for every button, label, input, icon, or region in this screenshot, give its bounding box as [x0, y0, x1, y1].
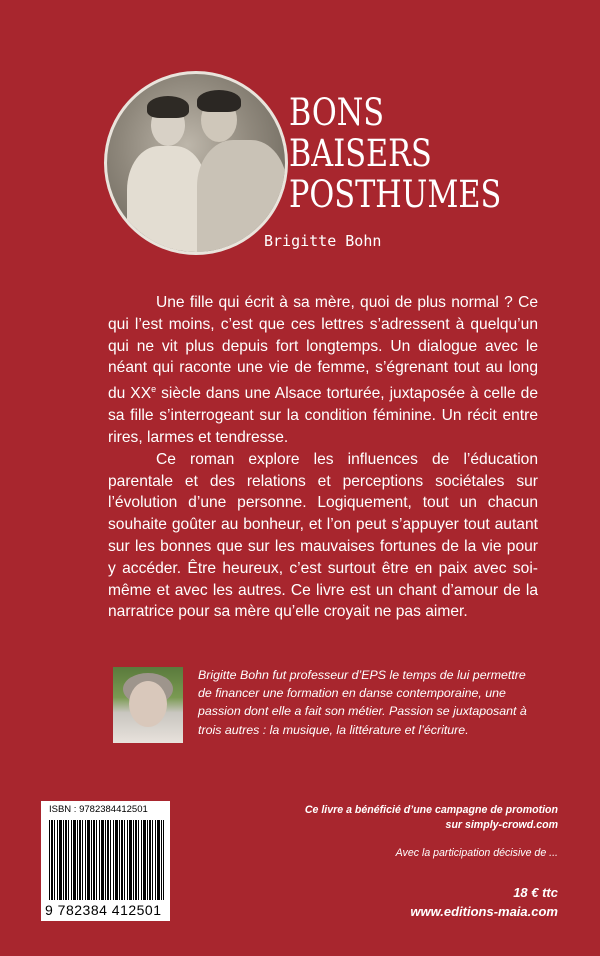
author-name: Brigitte Bohn	[264, 232, 382, 250]
photo-hair-woman	[147, 96, 189, 118]
barcode-number: 9 782384 412501	[45, 902, 162, 918]
photo-hair-man	[197, 90, 241, 112]
isbn-label: ISBN : 9782384412501	[49, 804, 148, 815]
participation-note: Avec la participation décisive de ...	[395, 847, 558, 859]
couple-photo	[104, 71, 288, 255]
century-superscript: e	[151, 384, 157, 395]
blurb-paragraph-1	[108, 292, 538, 449]
blurb-paragraph-2: Ce roman explore les influences de l’éducation parentale et des relations et perceptions sociétales sur l’évolution d’une personne. Logiquement, tout un chacun souhaite goûter au bonheur, et l’on peut s’appuyer tout autant sur les bonnes que sur les mauvaises fortunes de la vie pour y accéder. Être heureux, c’est surtout être en paix avec soi-même et avec les autres. Ce livre est un chant d’amour de la narratrice pour sa mère qu’elle croyait ne pas aimer.	[108, 450, 538, 621]
blurb	[108, 292, 538, 623]
title-line: POSTHUMES	[289, 173, 502, 216]
photo-figure-woman	[127, 146, 207, 255]
barcode-box	[41, 801, 170, 921]
promotion-note	[305, 803, 558, 832]
author-bio: Brigitte Bohn fut professeur d’EPS le temps de lui permettre de financer une formation en danse contemporaine, une passion dont elle a fait son métier. Passion se juxtaposant à trois autres : la musique, la littérature et l’écriture.	[198, 668, 527, 737]
portrait-face	[129, 681, 167, 727]
barcode-bars	[49, 820, 164, 900]
author-portrait	[113, 667, 183, 743]
promo-line: Ce livre a bénéficié d’une campagne de promotion	[304, 804, 558, 816]
blurb-text: siècle dans une Alsace torturée, juxtaposée à celle de sa fille s’interrogeant sur la condition féminine. Un récit entre rires, larmes et tendresse.	[108, 385, 538, 446]
book-title	[289, 92, 501, 215]
title-line: BAISERS	[289, 132, 432, 175]
title-line: BONS	[289, 91, 385, 134]
promo-line: sur simply-crowd.com	[445, 818, 558, 831]
publisher-website: www.editions-maia.com	[410, 904, 558, 919]
price: 18 € ttc	[513, 885, 558, 900]
blurb-text: Une fille qui écrit à sa mère, quoi de plus normal ? Ce qui l’est moins, c’est que ces lettres s’adressent à quelqu’un qui ne vit plus depuis fort longtemps. Un dialogue avec le néant qui raconte une vie de femme, s’égrenant tout au long du XX	[108, 294, 538, 403]
